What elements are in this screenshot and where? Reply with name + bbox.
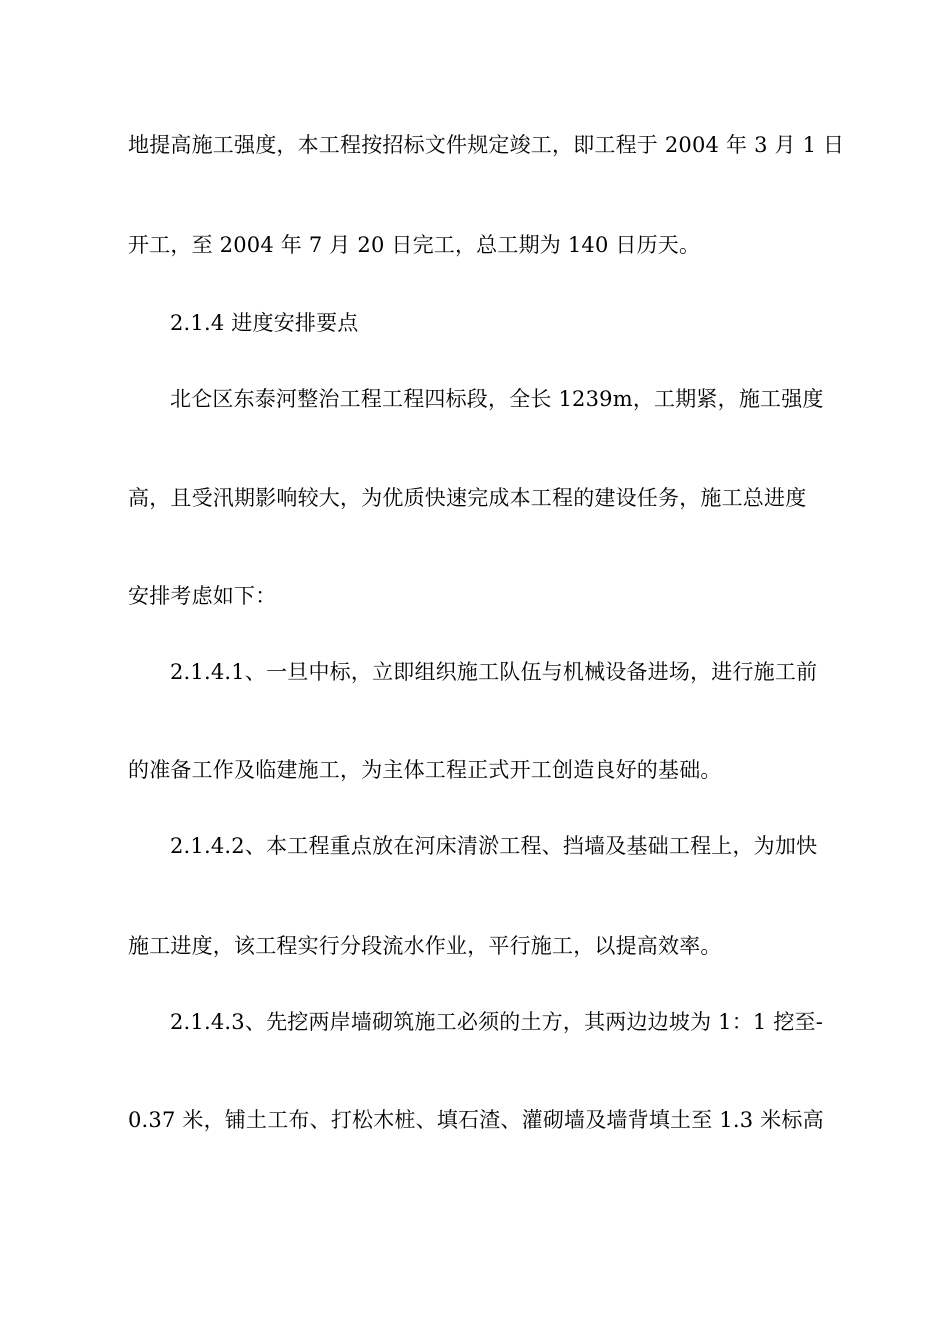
text-line-6: 安排考虑如下： [128, 584, 277, 608]
text-line-12: 0.37 米，铺土工布、打松木桩、填石渣、灌砌墙及墙背填土至 1.3 米标高 [128, 1108, 824, 1132]
text-line-8: 的准备工作及临建施工，为主体工程正式开工创造良好的基础。 [128, 758, 722, 782]
text-line-2: 开工，至 2004 年 7 月 20 日完工，总工期为 140 日历天。 [128, 233, 701, 257]
text-line-4: 北仑区东泰河整治工程工程四标段，全长 1239m，工期紧，施工强度 [170, 387, 824, 411]
text-line-1: 地提高施工强度，本工程按招标文件规定竣工，即工程于 2004 年 3 月 1 日 [128, 133, 845, 157]
text-line-5: 高，且受汛期影响较大，为优质快速完成本工程的建设任务，施工总进度 [128, 486, 807, 510]
text-line-7: 2.1.4.1、一旦中标，立即组织施工队伍与机械设备进场，进行施工前 [170, 660, 818, 684]
text-line-11: 2.1.4.3、先挖两岸墙砌筑施工必须的土方，其两边边坡为 1：1 挖至- [170, 1010, 824, 1034]
text-line-10: 施工进度，该工程实行分段流水作业，平行施工，以提高效率。 [128, 934, 722, 958]
section-heading-2-1-4: 2.1.4 进度安排要点 [170, 311, 359, 335]
text-line-9: 2.1.4.2、本工程重点放在河床清淤工程、挡墙及基础工程上，为加快 [170, 834, 818, 858]
